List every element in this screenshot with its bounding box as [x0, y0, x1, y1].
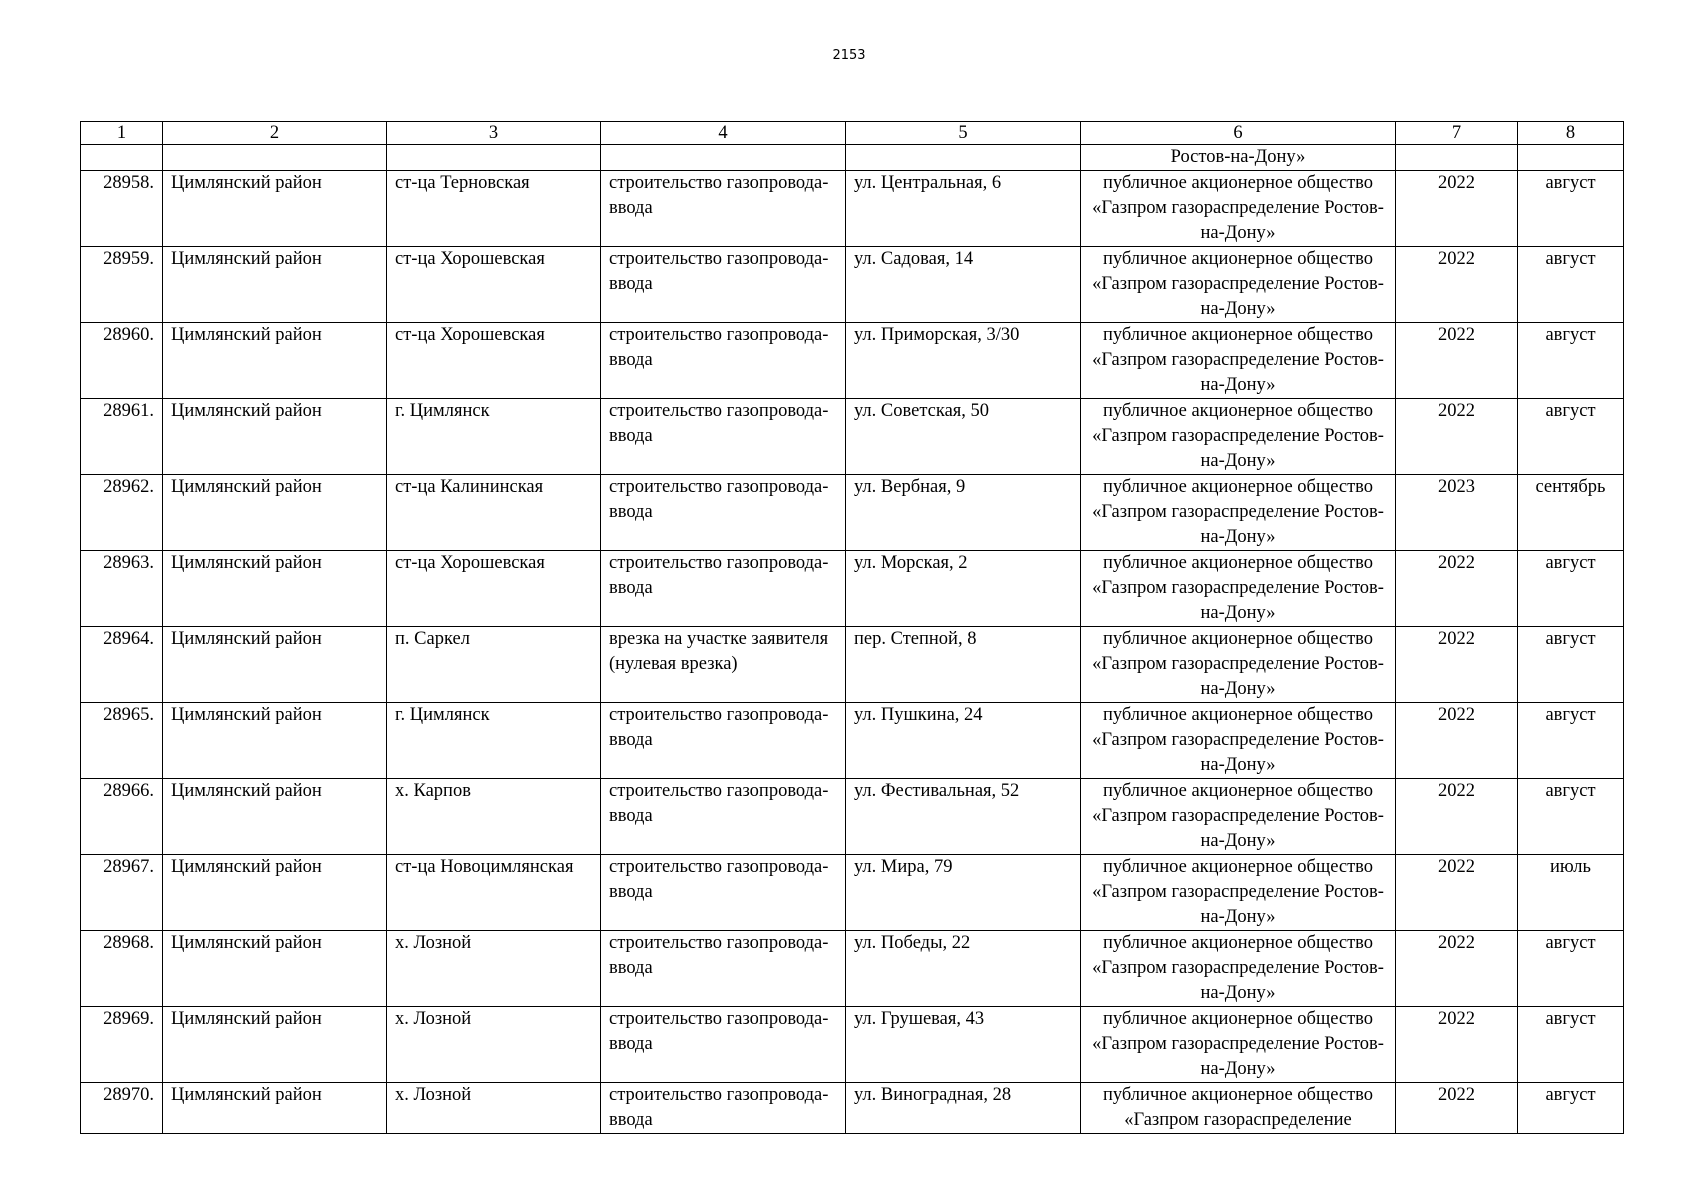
table-row [81, 627, 1624, 703]
year-cell: 2022 [1396, 627, 1518, 703]
year-cell: 2022 [1396, 171, 1518, 247]
year-cell: 2022 [1396, 1007, 1518, 1083]
organization-cell: публичное акционерное общество «Газпром газораспределение Ростов-на-Дону» [1081, 779, 1396, 855]
month-cell: август [1518, 1083, 1624, 1134]
locality-cell: ст-ца Хорошевская [387, 247, 601, 323]
district-cell: Цимлянский район [163, 703, 387, 779]
locality-cell: ст-ца Калининская [387, 475, 601, 551]
district-cell: Цимлянский район [163, 1007, 387, 1083]
organization-cell: публичное акционерное общество «Газпром газораспределение Ростов-на-Дону» [1081, 247, 1396, 323]
locality-cell: п. Саркел [387, 627, 601, 703]
district-cell: Цимлянский район [163, 323, 387, 399]
locality-cell [387, 145, 601, 171]
locality-cell: ст-ца Терновская [387, 171, 601, 247]
address-cell: ул. Виноградная, 28 [846, 1083, 1081, 1134]
address-cell: ул. Победы, 22 [846, 931, 1081, 1007]
district-cell: Цимлянский район [163, 1083, 387, 1134]
address-cell: ул. Садовая, 14 [846, 247, 1081, 323]
address-cell: ул. Морская, 2 [846, 551, 1081, 627]
locality-cell: ст-ца Новоцимлянская [387, 855, 601, 931]
column-header: 3 [387, 122, 601, 145]
year-cell: 2022 [1396, 247, 1518, 323]
month-cell: август [1518, 1007, 1624, 1083]
locality-cell: г. Цимлянск [387, 703, 601, 779]
locality-cell: г. Цимлянск [387, 399, 601, 475]
address-cell: пер. Степной, 8 [846, 627, 1081, 703]
year-cell: 2022 [1396, 703, 1518, 779]
row-number-cell: 28966. [81, 779, 163, 855]
address-cell [846, 145, 1081, 171]
organization-cell: публичное акционерное общество «Газпром газораспределение [1081, 1083, 1396, 1134]
address-cell: ул. Приморская, 3/30 [846, 323, 1081, 399]
table-row [81, 1007, 1624, 1083]
column-header: 2 [163, 122, 387, 145]
organization-cell: публичное акционерное общество «Газпром газораспределение Ростов-на-Дону» [1081, 399, 1396, 475]
row-number-cell: 28965. [81, 703, 163, 779]
column-header: 5 [846, 122, 1081, 145]
month-cell: август [1518, 171, 1624, 247]
organization-cell: публичное акционерное общество «Газпром газораспределение Ростов-на-Дону» [1081, 703, 1396, 779]
work-type-cell: строительство газопровода-ввода [601, 1007, 846, 1083]
row-number-cell: 28970. [81, 1083, 163, 1134]
row-number-cell: 28968. [81, 931, 163, 1007]
column-header: 4 [601, 122, 846, 145]
work-type-cell [601, 145, 846, 171]
column-header: 8 [1518, 122, 1624, 145]
year-cell: 2022 [1396, 399, 1518, 475]
month-cell: август [1518, 323, 1624, 399]
table-row [81, 323, 1624, 399]
work-type-cell: строительство газопровода-ввода [601, 323, 846, 399]
work-type-cell: строительство газопровода-ввода [601, 551, 846, 627]
month-cell: август [1518, 779, 1624, 855]
month-cell: август [1518, 931, 1624, 1007]
row-number-cell [81, 145, 163, 171]
row-number-cell: 28964. [81, 627, 163, 703]
district-cell: Цимлянский район [163, 171, 387, 247]
organization-cell: публичное акционерное общество «Газпром газораспределение Ростов-на-Дону» [1081, 931, 1396, 1007]
district-cell: Цимлянский район [163, 627, 387, 703]
address-cell: ул. Советская, 50 [846, 399, 1081, 475]
row-number-cell: 28962. [81, 475, 163, 551]
district-cell: Цимлянский район [163, 931, 387, 1007]
year-cell: 2022 [1396, 779, 1518, 855]
table-row [81, 399, 1624, 475]
table-row [81, 779, 1624, 855]
organization-cell: публичное акционерное общество «Газпром газораспределение Ростов-на-Дону» [1081, 323, 1396, 399]
column-header: 7 [1396, 122, 1518, 145]
continuation-row [81, 145, 1624, 171]
locality-cell: х. Карпов [387, 779, 601, 855]
address-cell: ул. Центральная, 6 [846, 171, 1081, 247]
row-number-cell: 28963. [81, 551, 163, 627]
month-cell: август [1518, 247, 1624, 323]
organization-cell: публичное акционерное общество «Газпром газораспределение Ростов-на-Дону» [1081, 475, 1396, 551]
table-row [81, 1083, 1624, 1134]
year-cell: 2022 [1396, 323, 1518, 399]
year-cell: 2022 [1396, 1083, 1518, 1134]
gas-connection-table [80, 121, 1624, 1134]
table-row [81, 171, 1624, 247]
locality-cell: х. Лозной [387, 931, 601, 1007]
work-type-cell: строительство газопровода-ввода [601, 247, 846, 323]
column-header: 6 [1081, 122, 1396, 145]
row-number-cell: 28959. [81, 247, 163, 323]
year-cell: 2022 [1396, 931, 1518, 1007]
table-row [81, 855, 1624, 931]
locality-cell: х. Лозной [387, 1007, 601, 1083]
locality-cell: ст-ца Хорошевская [387, 551, 601, 627]
district-cell [163, 145, 387, 171]
district-cell: Цимлянский район [163, 475, 387, 551]
year-cell: 2022 [1396, 855, 1518, 931]
table-row [81, 247, 1624, 323]
row-number-cell: 28960. [81, 323, 163, 399]
work-type-cell: строительство газопровода-ввода [601, 779, 846, 855]
locality-cell: ст-ца Хорошевская [387, 323, 601, 399]
organization-cell: публичное акционерное общество «Газпром газораспределение Ростов-на-Дону» [1081, 1007, 1396, 1083]
year-cell [1396, 145, 1518, 171]
district-cell: Цимлянский район [163, 779, 387, 855]
address-cell: ул. Грушевая, 43 [846, 1007, 1081, 1083]
month-cell: июль [1518, 855, 1624, 931]
organization-cell: публичное акционерное общество «Газпром газораспределение Ростов-на-Дону» [1081, 855, 1396, 931]
table-row [81, 551, 1624, 627]
page-number: 2153 [832, 48, 866, 63]
locality-cell: х. Лозной [387, 1083, 601, 1134]
row-number-cell: 28967. [81, 855, 163, 931]
month-cell: август [1518, 627, 1624, 703]
row-number-cell: 28961. [81, 399, 163, 475]
organization-cell: публичное акционерное общество «Газпром газораспределение Ростов-на-Дону» [1081, 551, 1396, 627]
year-cell: 2022 [1396, 551, 1518, 627]
month-cell [1518, 145, 1624, 171]
month-cell: август [1518, 703, 1624, 779]
work-type-cell: строительство газопровода-ввода [601, 399, 846, 475]
column-header: 1 [81, 122, 163, 145]
row-number-cell: 28969. [81, 1007, 163, 1083]
address-cell: ул. Вербная, 9 [846, 475, 1081, 551]
district-cell: Цимлянский район [163, 399, 387, 475]
month-cell: август [1518, 551, 1624, 627]
work-type-cell: строительство газопровода-ввода [601, 703, 846, 779]
work-type-cell: врезка на участке заявителя (нулевая врезка) [601, 627, 846, 703]
work-type-cell: строительство газопровода-ввода [601, 855, 846, 931]
district-cell: Цимлянский район [163, 247, 387, 323]
month-cell: сентябрь [1518, 475, 1624, 551]
organization-cell: публичное акционерное общество «Газпром газораспределение Ростов-на-Дону» [1081, 627, 1396, 703]
work-type-cell: строительство газопровода-ввода [601, 475, 846, 551]
work-type-cell: строительство газопровода-ввода [601, 171, 846, 247]
table-row [81, 703, 1624, 779]
district-cell: Цимлянский район [163, 551, 387, 627]
address-cell: ул. Мира, 79 [846, 855, 1081, 931]
table-row [81, 931, 1624, 1007]
column-number-row [81, 122, 1624, 145]
work-type-cell: строительство газопровода-ввода [601, 1083, 846, 1134]
year-cell: 2023 [1396, 475, 1518, 551]
address-cell: ул. Фестивальная, 52 [846, 779, 1081, 855]
month-cell: август [1518, 399, 1624, 475]
organization-cell: Ростов-на-Дону» [1081, 145, 1396, 171]
table-row [81, 475, 1624, 551]
organization-cell: публичное акционерное общество «Газпром газораспределение Ростов-на-Дону» [1081, 171, 1396, 247]
row-number-cell: 28958. [81, 171, 163, 247]
district-cell: Цимлянский район [163, 855, 387, 931]
work-type-cell: строительство газопровода-ввода [601, 931, 846, 1007]
address-cell: ул. Пушкина, 24 [846, 703, 1081, 779]
